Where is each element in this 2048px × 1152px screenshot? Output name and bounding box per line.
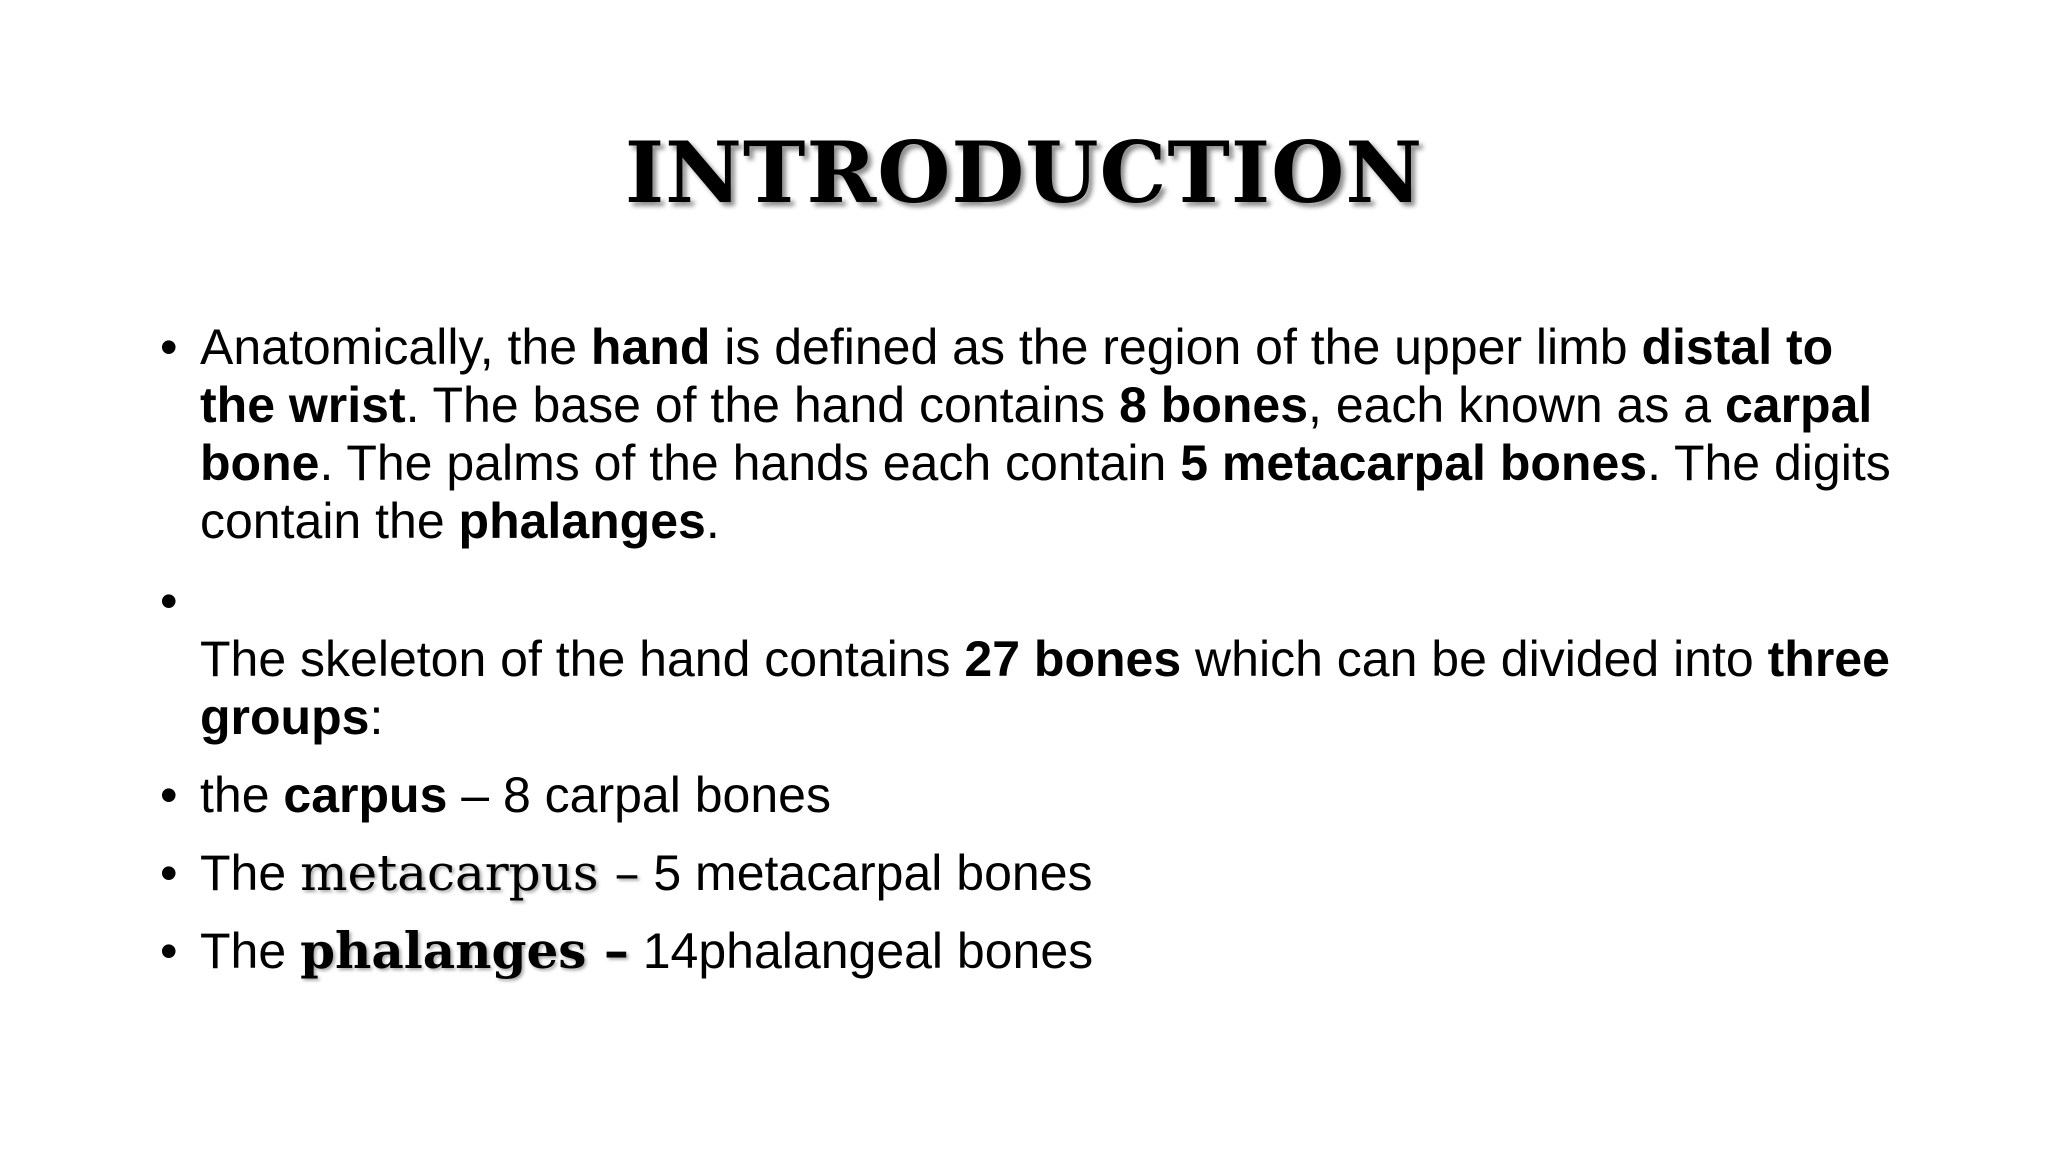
- bullet-bold-text: carpal bone: [200, 377, 1873, 491]
- bullet-phalanges: [160, 922, 1920, 980]
- bullet-text: .: [705, 493, 720, 549]
- bullet-bold-text: 5 metacarpal bones: [1180, 435, 1648, 491]
- bullet-bold-text: 8 bones: [1119, 377, 1309, 433]
- bullet-metacarpus: [160, 844, 1920, 902]
- bullet-text: – 8 carpal bones: [447, 767, 831, 823]
- bullet-text: :: [369, 689, 384, 745]
- bullet-bold-text: hand: [590, 319, 711, 375]
- bullet-text: The: [200, 845, 301, 901]
- bullet-text: Anatomically, the: [200, 319, 591, 375]
- bullet-carpus: [160, 766, 1920, 824]
- bullet-serif-text: metacarpus –: [300, 844, 640, 902]
- bullet-list: [160, 318, 1920, 980]
- bullet-serif-bold-text: phalanges –: [300, 921, 629, 980]
- bullet-text: . The digits contain the: [200, 435, 1891, 549]
- empty-line: [200, 572, 1920, 630]
- bullet-text: . The base of the hand contains: [405, 377, 1120, 433]
- bullet-text: 14phalangeal bones: [628, 923, 1094, 979]
- bullet-text: . The palms of the hands each contain: [319, 435, 1181, 491]
- bullet-bold-text: phalanges: [458, 493, 706, 549]
- bullet-text: The skeleton of the hand contains: [200, 631, 965, 687]
- bullet-text: , each known as a: [1308, 377, 1725, 433]
- bullet-text: is defined as the region of the upper limb: [710, 319, 1642, 375]
- slide-title: INTRODUCTION: [624, 123, 1424, 222]
- bullet-skeleton-groups: [160, 572, 1920, 746]
- bullet-bold-text: three groups: [200, 631, 1890, 745]
- bullet-bold-text: 27 bones: [964, 631, 1182, 687]
- bullet-text: which can be divided into: [1181, 631, 1768, 687]
- bullet-text: the: [200, 767, 284, 823]
- bullet-text: 5 metacarpal bones: [639, 845, 1093, 901]
- bullet-bold-text: carpus: [283, 767, 448, 823]
- bullet-bold-text: distal to the wrist: [200, 319, 1834, 433]
- bullet-hand-definition: [160, 318, 1920, 550]
- bullet-text: The: [200, 923, 301, 979]
